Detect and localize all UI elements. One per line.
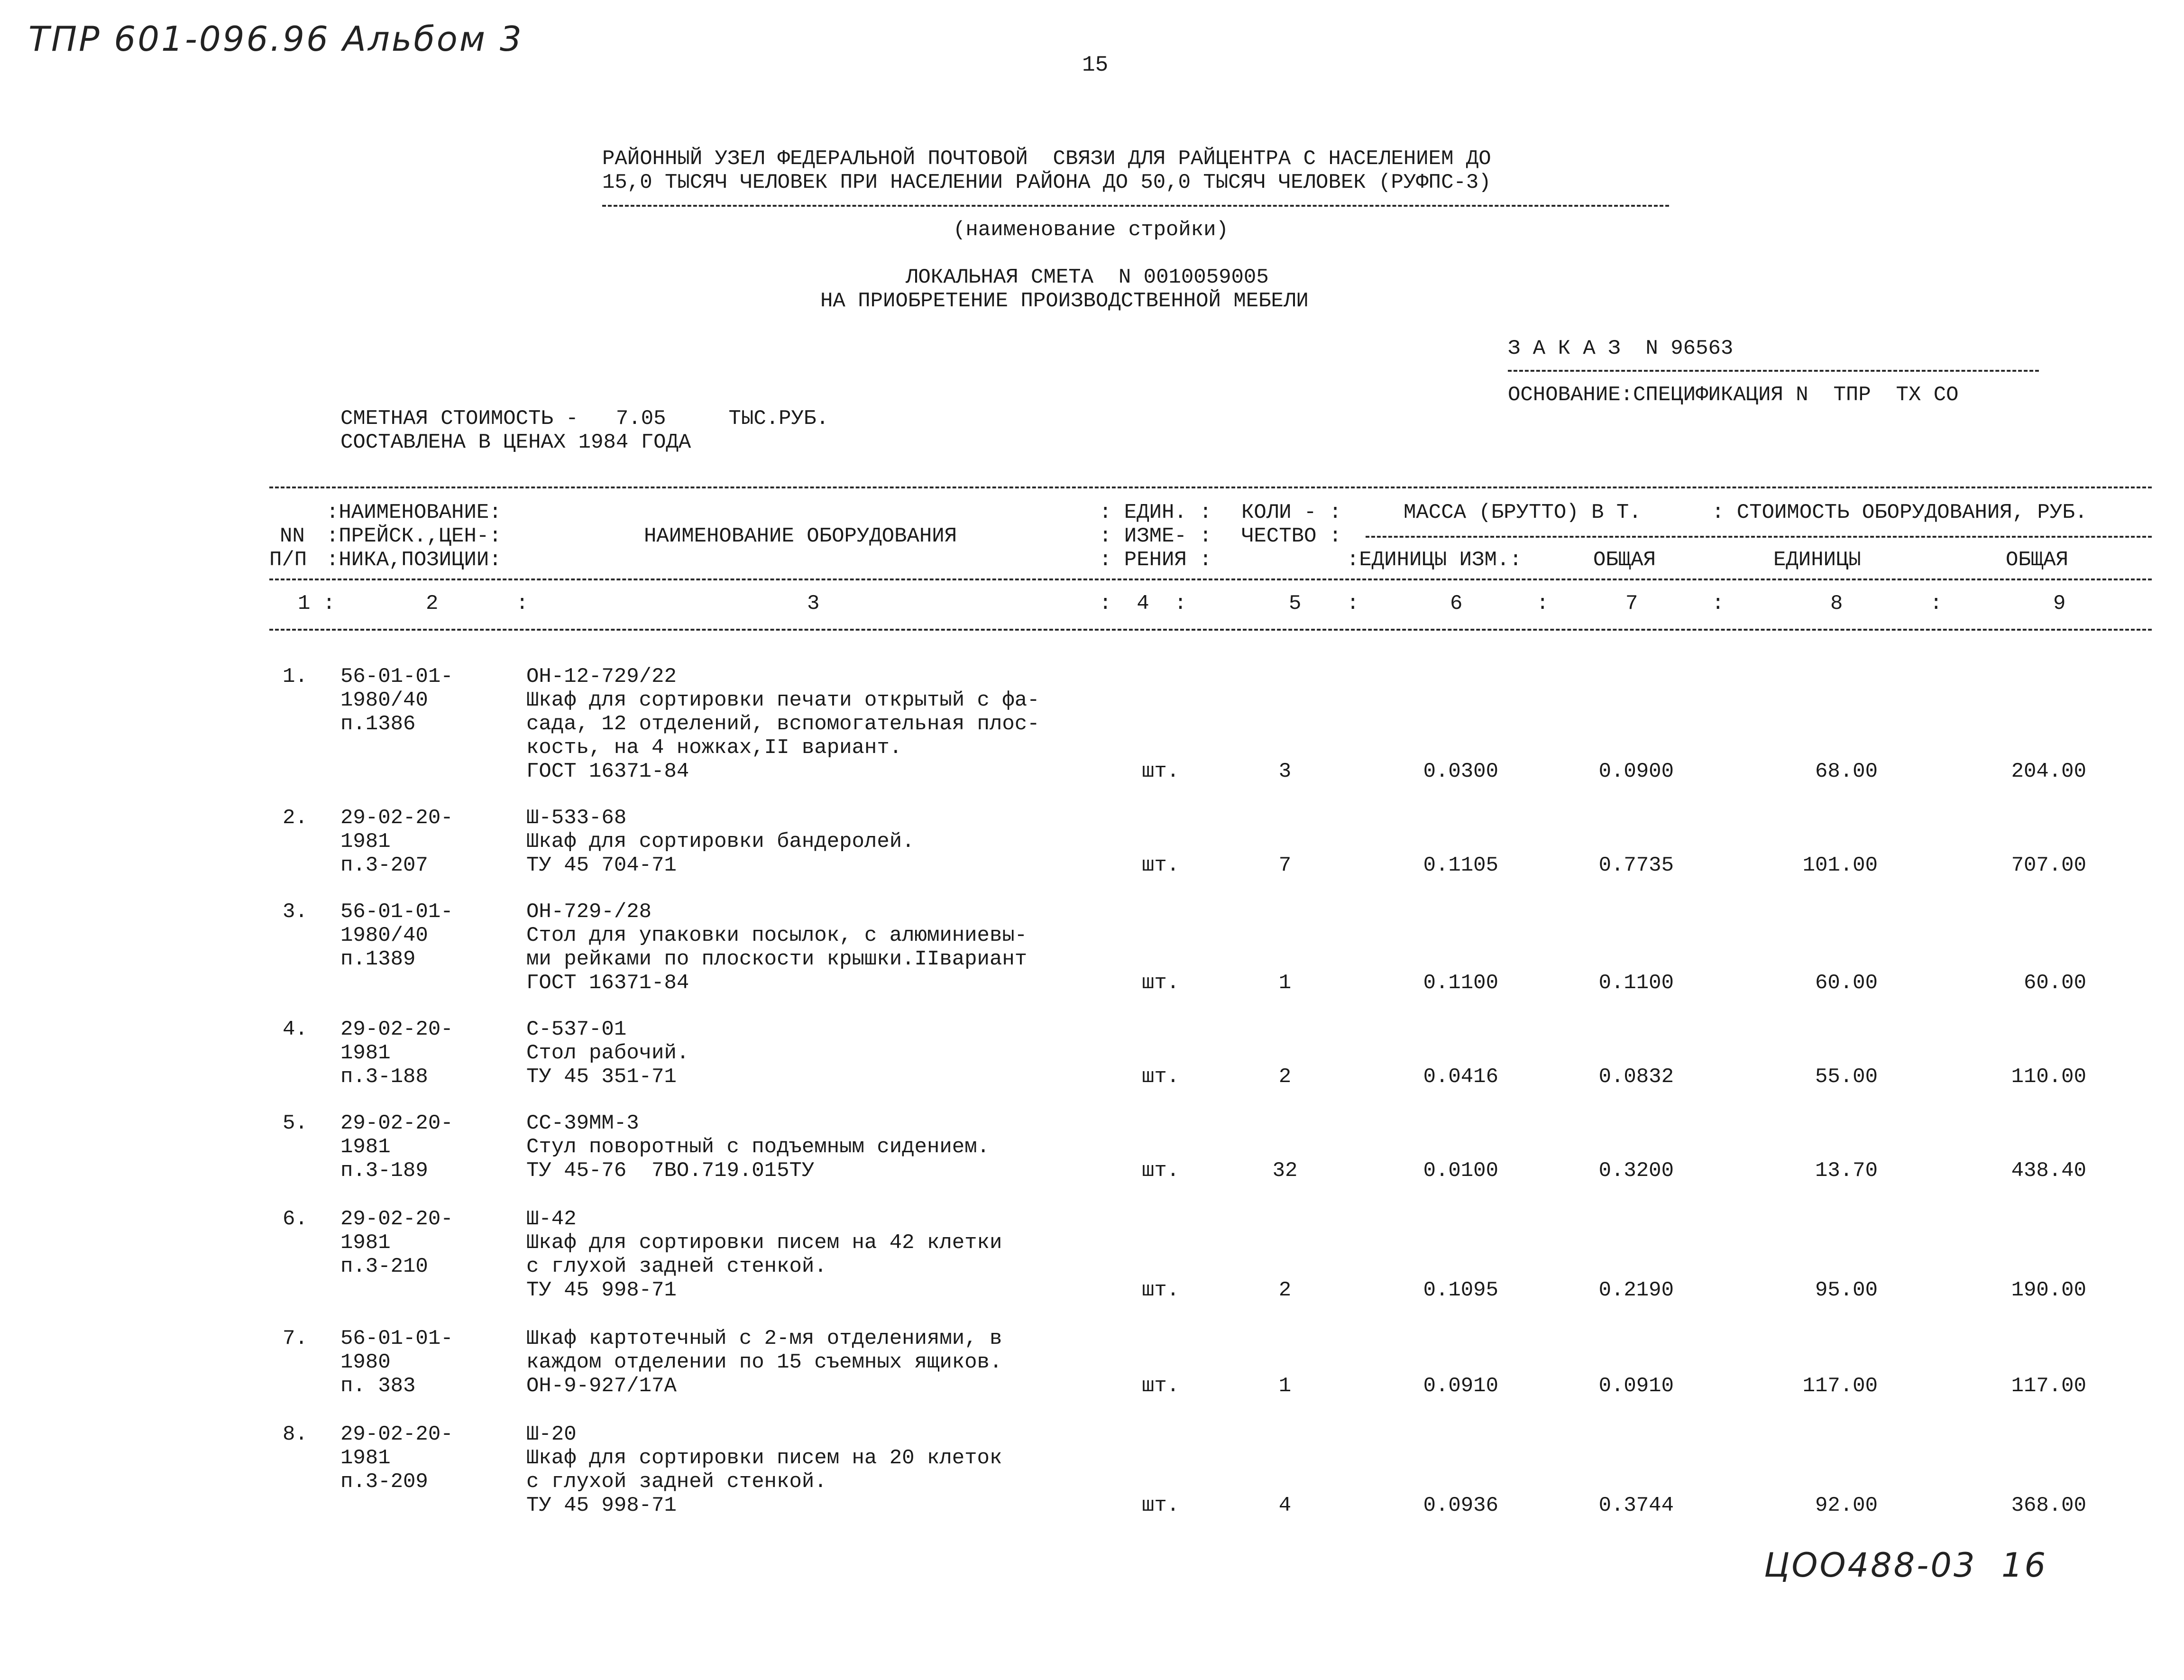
price-reference: 29-02-20-: [340, 1207, 453, 1231]
cost-per-unit: 68.00: [1815, 760, 1878, 783]
price-base-year: СОСТАВЛЕНА В ЦЕНАХ 1984 ГОДА: [340, 431, 691, 454]
header-bottom-rule: [269, 578, 2152, 580]
equipment-description: ОН-729-/28: [526, 900, 652, 924]
colnum: 6: [1450, 592, 1463, 615]
equipment-description: ОН-12-729/22: [526, 665, 677, 689]
equipment-description: кость, на 4 ножках,II вариант.: [526, 736, 902, 760]
row-number: 1.: [283, 665, 308, 689]
price-reference: 29-02-20-: [340, 1018, 453, 1041]
unit-of-measure: шт.: [1142, 1159, 1180, 1183]
quantity: 32: [1272, 1159, 1298, 1183]
construction-caption: (наименование стройки): [953, 218, 1229, 242]
equipment-description: Шкаф для сортировки печати открытый с фа-: [526, 689, 1040, 712]
unit-of-measure: шт.: [1142, 1374, 1180, 1398]
cost-total: 368.00: [2011, 1494, 2086, 1517]
equipment-description: сада, 12 отделений, вспомогательная плос-: [526, 712, 1040, 736]
hdr-col4-l1: : ЕДИН. :: [1099, 501, 1212, 524]
price-reference: п. 383: [340, 1374, 416, 1398]
table-top-rule: [269, 487, 2152, 488]
mass-per-unit: 0.0416: [1423, 1065, 1498, 1089]
equipment-description: каждом отделении по 15 съемных ящиков.: [526, 1350, 1002, 1374]
unit-of-measure: шт.: [1142, 760, 1180, 783]
price-reference: 1980: [340, 1350, 391, 1374]
cost-total: 438.40: [2011, 1159, 2086, 1183]
mass-per-unit: 0.0100: [1423, 1159, 1498, 1183]
row-number: 2.: [283, 806, 308, 830]
colnum: :: [516, 592, 529, 615]
row-number: 5.: [283, 1111, 308, 1135]
row-number: 3.: [283, 900, 308, 924]
price-reference: 1981: [340, 1041, 391, 1065]
price-reference: п.3-188: [340, 1065, 428, 1089]
equipment-description: СС-39ММ-3: [526, 1111, 639, 1135]
hdr-col7: ОБЩАЯ: [1593, 548, 1656, 572]
cost-per-unit: 117.00: [1802, 1374, 1878, 1398]
estimate-title: ЛОКАЛЬНАЯ СМЕТА N 0010059005: [906, 266, 1269, 289]
cost-per-unit: 60.00: [1815, 971, 1878, 995]
hdr-col5-l1: КОЛИ - :: [1241, 501, 1342, 524]
hdr-col2-l1: :НАИМЕНОВАНИЕ:: [326, 501, 502, 524]
price-reference: п.1389: [340, 947, 416, 971]
table-body-rule: [269, 629, 2152, 631]
mass-per-unit: 0.0910: [1423, 1374, 1498, 1398]
estimate-subtitle: НА ПРИОБРЕТЕНИЕ ПРОИЗВОДСТВЕННОЙ МЕБЕЛИ: [820, 289, 1309, 313]
colnum: :: [1930, 592, 1943, 615]
quantity: 2: [1278, 1065, 1292, 1089]
cost-total: 190.00: [2011, 1278, 2086, 1302]
mass-per-unit: 0.0936: [1423, 1494, 1498, 1517]
cost-per-unit: 95.00: [1815, 1278, 1878, 1302]
equipment-description: Стол рабочий.: [526, 1041, 689, 1065]
row-number: 7.: [283, 1327, 308, 1350]
price-reference: 29-02-20-: [340, 1111, 453, 1135]
unit-of-measure: шт.: [1142, 1494, 1180, 1517]
equipment-description: ТУ 45 998-71: [526, 1494, 677, 1517]
price-reference: 1980/40: [340, 924, 428, 947]
price-reference: 1980/40: [340, 689, 428, 712]
price-reference: п.3-209: [340, 1470, 428, 1494]
equipment-description: Шкаф для сортировки писем на 42 клетки: [526, 1231, 1002, 1255]
equipment-description: ГОСТ 16371-84: [526, 760, 689, 783]
cost-total: 707.00: [2011, 854, 2086, 877]
price-reference: 1981: [340, 1446, 391, 1470]
unit-of-measure: шт.: [1142, 971, 1180, 995]
equipment-description: Шкаф для сортировки бандеролей.: [526, 830, 915, 854]
row-number: 8.: [283, 1423, 308, 1446]
hdr-mass-group: МАССА (БРУТТО) В Т.: [1404, 501, 1642, 524]
order-underline: [1508, 370, 2039, 372]
hdr-col2-l2: :ПРЕЙСК.,ЦЕН-:: [326, 524, 502, 548]
mass-total: 0.3744: [1598, 1494, 1674, 1517]
mass-total: 0.0910: [1598, 1374, 1674, 1398]
hdr-col8: ЕДИНИЦЫ: [1773, 548, 1861, 572]
hdr-col4-l2: : ИЗМЕ- :: [1099, 524, 1212, 548]
estimated-cost: СМЕТНАЯ СТОИМОСТЬ - 7.05 ТЫС.РУБ.: [340, 407, 829, 431]
colnum: 1 :: [298, 592, 336, 615]
equipment-description: Шкаф для сортировки писем на 20 клеток: [526, 1446, 1002, 1470]
mass-per-unit: 0.1095: [1423, 1278, 1498, 1302]
cost-per-unit: 13.70: [1815, 1159, 1878, 1183]
row-number: 4.: [283, 1018, 308, 1041]
quantity: 7: [1278, 854, 1292, 877]
equipment-description: ТУ 45 351-71: [526, 1065, 677, 1089]
order-number: З А К А З N 96563: [1508, 337, 1734, 360]
hdr-col9: ОБЩАЯ: [2006, 548, 2069, 572]
page-number: 15: [1082, 53, 1109, 77]
equipment-description: Ш-42: [526, 1207, 577, 1231]
cost-total: 117.00: [2011, 1374, 2086, 1398]
colnum: 2: [426, 592, 439, 615]
construction-underline: [602, 205, 1669, 207]
quantity: 4: [1278, 1494, 1292, 1517]
unit-of-measure: шт.: [1142, 1278, 1180, 1302]
price-reference: 1981: [340, 830, 391, 854]
quantity: 2: [1278, 1278, 1292, 1302]
price-reference: 56-01-01-: [340, 665, 453, 689]
cost-total: 110.00: [2011, 1065, 2086, 1089]
equipment-description: ГОСТ 16371-84: [526, 971, 689, 995]
colnum: 9: [2053, 592, 2066, 615]
unit-of-measure: шт.: [1142, 854, 1180, 877]
mass-total: 0.0832: [1598, 1065, 1674, 1089]
cost-per-unit: 55.00: [1815, 1065, 1878, 1089]
quantity: 1: [1278, 1374, 1292, 1398]
price-reference: 29-02-20-: [340, 806, 453, 830]
hdr-col2-l3: :НИКА,ПОЗИЦИИ:: [326, 548, 502, 572]
construction-title-line1: РАЙОННЫЙ УЗЕЛ ФЕДЕРАЛЬНОЙ ПОЧТОВОЙ СВЯЗИ ДЛЯ РАЙЦЕНТРА С НАСЕЛЕНИЕМ ДО: [602, 147, 1491, 171]
cost-total: 60.00: [2023, 971, 2086, 995]
mass-total: 0.1100: [1598, 971, 1674, 995]
hdr-col3: НАИМЕНОВАНИЕ ОБОРУДОВАНИЯ: [644, 524, 957, 548]
hdr-col4-l3: : РЕНИЯ :: [1099, 548, 1212, 572]
hdr-cost-group: : СТОИМОСТЬ ОБОРУДОВАНИЯ, РУБ.: [1712, 501, 2088, 524]
unit-of-measure: шт.: [1142, 1065, 1180, 1089]
equipment-description: Шкаф картотечный с 2-мя отделениями, в: [526, 1327, 1002, 1350]
row-number: 6.: [283, 1207, 308, 1231]
order-basis: ОСНОВАНИЕ:СПЕЦИФИКАЦИЯ N ТПР ТХ СО: [1508, 383, 1959, 407]
margin-note: ТПР 601-096.96 Альбом 3: [28, 19, 523, 59]
hdr-col5-l2: ЧЕСТВО :: [1241, 524, 1342, 548]
cost-total: 204.00: [2011, 760, 2086, 783]
mass-total: 0.0900: [1598, 760, 1674, 783]
construction-title-line2: 15,0 ТЫСЯЧ ЧЕЛОВЕК ПРИ НАСЕЛЕНИИ РАЙОНА ДО 50,0 ТЫСЯЧ ЧЕЛОВЕК (РУФПС-3): [602, 171, 1491, 194]
price-reference: п.3-210: [340, 1255, 428, 1278]
price-reference: п.3-189: [340, 1159, 428, 1183]
mass-per-unit: 0.1105: [1423, 854, 1498, 877]
colnum: 3: [807, 592, 820, 615]
equipment-description: ТУ 45 998-71: [526, 1278, 677, 1302]
equipment-description: ми рейками по плоскости крышки.IIвариант: [526, 947, 1028, 971]
colnum: : 4 :: [1099, 592, 1187, 615]
cost-per-unit: 92.00: [1815, 1494, 1878, 1517]
colnum: :: [1712, 592, 1725, 615]
equipment-description: ТУ 45 704-71: [526, 854, 677, 877]
equipment-description: ТУ 45-76 7ВО.719.015ТУ: [526, 1159, 815, 1183]
equipment-description: Стол для упаковки посылок, с алюминиевы-: [526, 924, 1028, 947]
equipment-description: Стул поворотный с подъемным сидением.: [526, 1135, 990, 1159]
colnum: 8: [1830, 592, 1843, 615]
price-reference: 1981: [340, 1231, 391, 1255]
equipment-description: С-537-01: [526, 1018, 627, 1041]
hdr-col6: :ЕДИНИЦЫ ИЗМ.:: [1347, 548, 1522, 572]
colnum: :: [1347, 592, 1359, 615]
equipment-description: Ш-533-68: [526, 806, 627, 830]
mass-per-unit: 0.1100: [1423, 971, 1498, 995]
quantity: 3: [1278, 760, 1292, 783]
mass-total: 0.7735: [1598, 854, 1674, 877]
equipment-description: Ш-20: [526, 1423, 577, 1446]
mass-total: 0.2190: [1598, 1278, 1674, 1302]
quantity: 1: [1278, 971, 1292, 995]
hdr-col1-l2: NN: [280, 524, 305, 548]
equipment-description: с глухой задней стенкой.: [526, 1470, 827, 1494]
colnum: :: [1536, 592, 1549, 615]
equipment-description: с глухой задней стенкой.: [526, 1255, 827, 1278]
price-reference: 56-01-01-: [340, 900, 453, 924]
price-reference: 1981: [340, 1135, 391, 1159]
price-reference: 29-02-20-: [340, 1423, 453, 1446]
colnum: 5: [1289, 592, 1302, 615]
mass-total: 0.3200: [1598, 1159, 1674, 1183]
hdr-mid-rule: [1366, 536, 2152, 538]
footer-stamp: ЦОО488-03 16: [1764, 1546, 2048, 1585]
colnum: 7: [1625, 592, 1638, 615]
cost-per-unit: 101.00: [1802, 854, 1878, 877]
price-reference: п.3-207: [340, 854, 428, 877]
price-reference: п.1386: [340, 712, 416, 736]
equipment-description: ОН-9-927/17А: [526, 1374, 677, 1398]
price-reference: 56-01-01-: [340, 1327, 453, 1350]
hdr-col1-l3: П/П: [269, 548, 307, 572]
mass-per-unit: 0.0300: [1423, 760, 1498, 783]
